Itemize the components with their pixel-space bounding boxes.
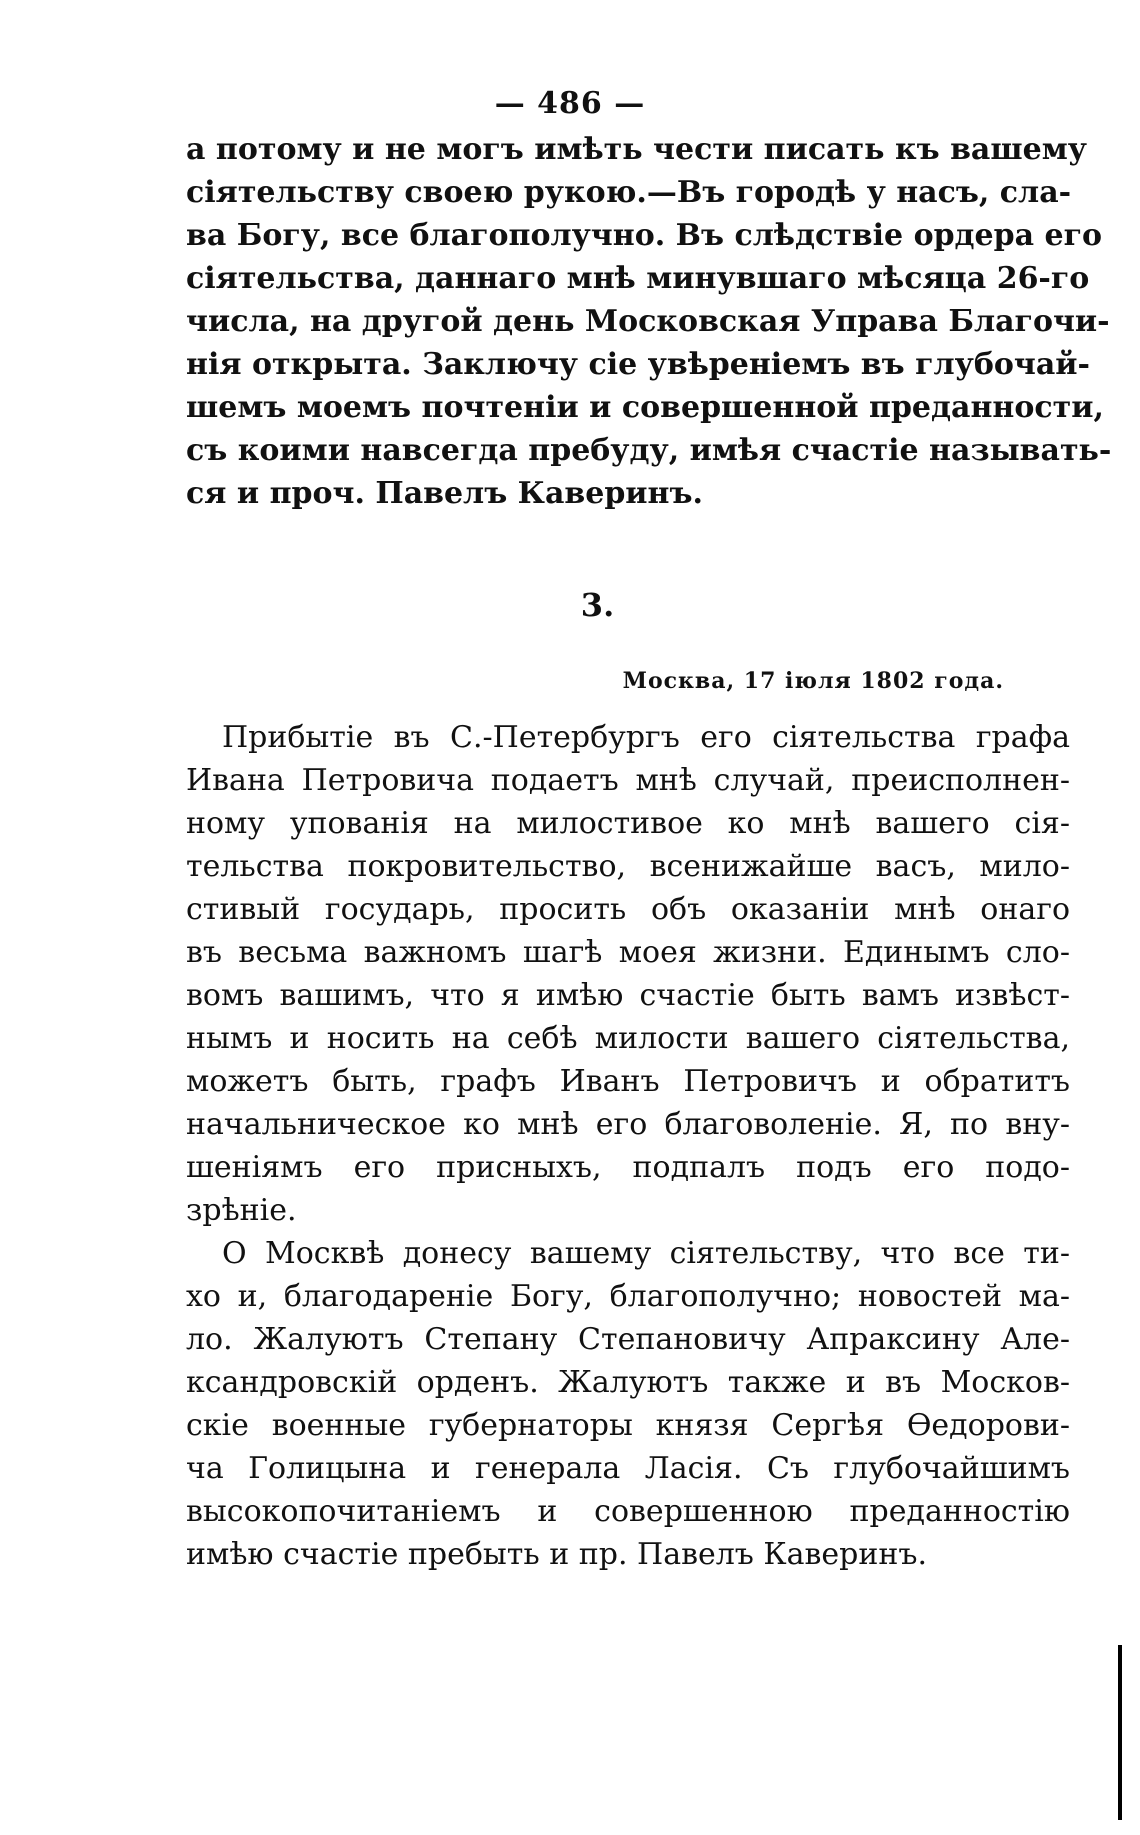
text-line: высокопочитаніемъ и совершенною преданностію bbox=[186, 1494, 1070, 1529]
text-line: начальническое ко мнѣ его благоволеніе. Я, по вну- bbox=[186, 1107, 1070, 1142]
text-line: ло. Жалуютъ Степану Степановичу Апраксину Але- bbox=[186, 1322, 1070, 1357]
text-line: стивый государь, просить объ оказаніи мнѣ онаго bbox=[186, 892, 1070, 927]
text-line: ча Голицына и генерала Ласія. Съ глубочайшимъ bbox=[186, 1451, 1070, 1486]
text-line: шемъ моемъ почтеніи и совершенной преданности, bbox=[186, 390, 1104, 425]
text-line: сіятельства, даннаго мнѣ минувшаго мѣсяца 26-го bbox=[186, 261, 1090, 296]
text-line: въ весьма важномъ шагѣ моея жизни. Единымъ сло- bbox=[186, 935, 1070, 970]
letter-dateline: Москва, 17 іюля 1802 года. bbox=[622, 668, 1004, 694]
text-line: шеніямъ его присныхъ, подпалъ подъ его подо- bbox=[186, 1150, 1070, 1185]
text-line: ному упованія на милостивое ко мнѣ вашего сія- bbox=[186, 806, 1070, 841]
text-line: тельства покровительство, всенижайше васъ, мило- bbox=[186, 849, 1070, 884]
text-line: ксандровскій орденъ. Жалуютъ также и въ Москов- bbox=[186, 1365, 1070, 1400]
text-line: хо и, благодареніе Богу, благополучно; новостей ма- bbox=[186, 1279, 1070, 1314]
text-line: вомъ вашимъ, что я имѣю счастіе быть вамъ извѣст- bbox=[186, 978, 1070, 1013]
text-line: можетъ быть, графъ Иванъ Петровичъ и обратитъ bbox=[186, 1064, 1070, 1099]
text-line: ва Богу, все благополучно. Въ слѣдствіе ордера его bbox=[186, 218, 1102, 253]
text-line: съ коими навсегда пребуду, имѣя счастіе называть- bbox=[186, 433, 1112, 468]
page-number: — 486 — bbox=[494, 86, 646, 121]
text-line: скіе военные губернаторы князя Сергѣя Ѳедорови- bbox=[186, 1408, 1070, 1443]
text-line: зрѣніе. bbox=[186, 1193, 297, 1228]
text-line: Ивана Петровича подаетъ мнѣ случай, преисполнен- bbox=[186, 763, 1070, 798]
text-line: нія открыта. Заключу сіе увѣреніемъ въ глубочай- bbox=[186, 347, 1090, 382]
letter-3-paragraph-2 bbox=[186, 1232, 1070, 1576]
text-line: Прибытіе въ С.-Петербургъ его сіятельства графа bbox=[222, 720, 1070, 755]
scan-edge-mark bbox=[1118, 1645, 1122, 1820]
text-line: О Москвѣ донесу вашему сіятельству, что все ти- bbox=[222, 1236, 1070, 1271]
letter-2-ending bbox=[186, 128, 1112, 515]
signature-line: имѣю счастіе пребыть и пр. Павелъ Каверинъ. bbox=[186, 1537, 927, 1572]
text-line: числа, на другой день Московская Управа Благочи- bbox=[186, 304, 1110, 339]
text-line: сіятельству своею рукою.—Въ городѣ у насъ, сла- bbox=[186, 175, 1072, 210]
text-line: нымъ и носить на себѣ милости вашего сіятельства, bbox=[186, 1021, 1070, 1056]
section-number: 3. bbox=[580, 586, 615, 624]
text-line: а потому и не могъ имѣть чести писать къ вашему bbox=[186, 132, 1087, 167]
signature-line: ся и проч. Павелъ Каверинъ. bbox=[186, 476, 703, 511]
letter-3-paragraph-1 bbox=[186, 716, 1070, 1232]
